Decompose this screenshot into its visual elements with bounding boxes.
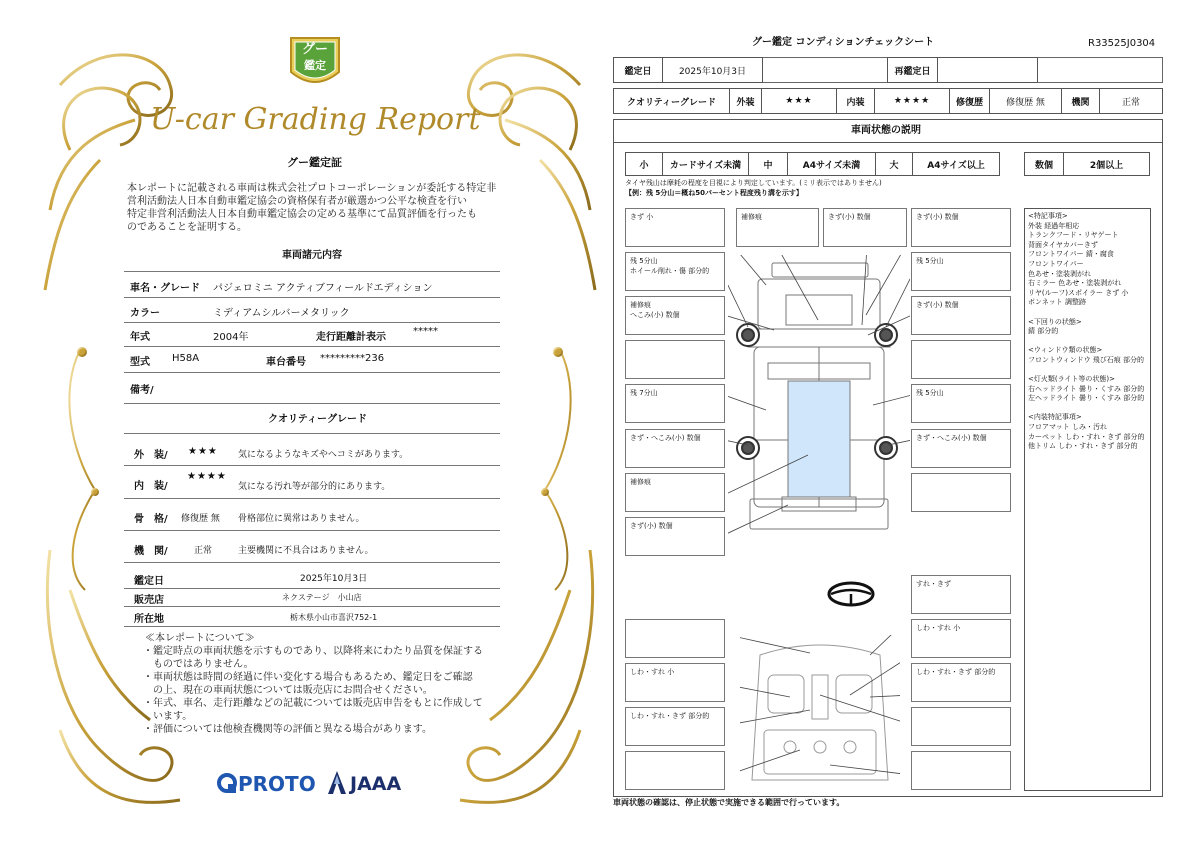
condition-box-top-1: 補修痕 xyxy=(736,208,819,247)
condition-box-right-5: 残 5分山 xyxy=(911,384,1011,423)
interior-car-diagram xyxy=(740,635,900,785)
model-value: H58A xyxy=(172,353,200,364)
grade-engine-desc: 主要機関に不具合はありません。 xyxy=(238,546,374,556)
tire-note: タイヤ残山は摩耗の程度を目視により判定しています。(ミリ表示ではありません) xyxy=(625,179,882,187)
condition-box-left-2: 残 5分山 ホイール削れ・傷 部分的 xyxy=(625,252,725,291)
interior-box-right-1: すれ・きず xyxy=(911,575,1011,614)
remarks-line: フロントワイパー 錆・腐食 xyxy=(1028,250,1114,259)
sheet-date-label: 鑑定日 xyxy=(613,57,663,83)
remarks-line xyxy=(1028,337,1147,347)
divider xyxy=(124,588,500,589)
redate-label: 再鑑定日 xyxy=(887,57,938,83)
legend-small: 小 xyxy=(625,152,663,176)
badge-line1: グー xyxy=(301,42,328,57)
notes-line-4: ・車両状態は時間の経過に伴い変化する場合もあるため、鑑定日をご確認 xyxy=(143,672,473,683)
remarks-line: 背面タイヤカバーきず xyxy=(1028,240,1098,249)
divider xyxy=(613,142,1163,143)
specs-title: 車両諸元内容 xyxy=(282,250,342,261)
legend-large-desc: A4サイズ以上 xyxy=(912,152,1000,176)
intro-line-2: 営利活動法人日本自動車鑑定協会の資格保有者が厳選かつ公平な検査を行い xyxy=(127,196,467,207)
remarks-line: <内装特記事項> xyxy=(1028,413,1082,422)
condition-box-right-6: きず・へこみ(小) 数個 xyxy=(911,429,1011,468)
proto-logo-icon xyxy=(216,772,238,794)
notes-line-2: ・鑑定時点の車両状態を示すものであり、以降将来にわたり品質を保証する xyxy=(143,646,483,657)
int-value: ★★★★ xyxy=(874,88,950,114)
exterior-car-diagram xyxy=(728,255,910,540)
legend-small-desc: カードサイズ未満 xyxy=(662,152,749,176)
remarks-panel xyxy=(1024,208,1151,791)
intro-line-3: 特定非営利活動法人日本自動車鑑定協会の定める基準にて品質評価を行ったも xyxy=(127,209,477,220)
script-title: U-car Grading Report xyxy=(150,102,481,137)
legend-count-desc: 2個以上 xyxy=(1063,152,1150,176)
remarks-line: カーペット しわ・すれ・きず 部分的 xyxy=(1028,432,1145,441)
condition-box-right-3: きず(小) 数個 xyxy=(911,296,1011,335)
mileage-label: 走行距離計表示 xyxy=(316,332,386,343)
sheet-title: グー鑑定 コンディションチェックシート xyxy=(752,37,935,48)
condition-box-left-8: きず(小) 数個 xyxy=(625,517,725,556)
engine-label: 機関 xyxy=(1061,88,1100,114)
divider xyxy=(124,606,500,607)
condition-box-left-4 xyxy=(625,340,725,379)
grade-exterior-label: 外 装/ xyxy=(134,450,168,461)
remarks-line: <特記事項> xyxy=(1028,212,1068,220)
remarks-line: 外装 経過年相応 xyxy=(1028,221,1080,230)
address-value: 栃木県小山市喜沢752-1 xyxy=(290,613,378,622)
section-title: 車両状態の説明 xyxy=(851,125,921,136)
remarks-line: フロントウィンドウ 飛び石痕 部分的 xyxy=(1028,355,1145,364)
interior-box-right-5 xyxy=(911,751,1011,790)
tire-example: 【例：残 5分山＝概ね50パーセント程度残り溝を示す】 xyxy=(625,189,803,197)
date-value: 2025年10月3日 xyxy=(300,574,368,584)
badge-line2: 鑑定 xyxy=(304,59,326,72)
name-value: パジェロミニ アクティブフィールドエディション xyxy=(213,283,433,294)
grade-frame-label: 骨 格/ xyxy=(134,514,168,525)
grade-interior-value: ★★★★ xyxy=(187,471,227,482)
notes-line-1: ≪本レポートについて≫ xyxy=(145,633,255,644)
jaaa-logo-icon xyxy=(327,770,347,796)
remarks-line: 右ヘッドライト 曇り・くすみ 部分的 xyxy=(1028,384,1145,393)
remarks-line: フロアマット しみ・汚れ xyxy=(1028,423,1107,432)
mileage-value: ***** xyxy=(413,326,438,337)
divider xyxy=(124,465,500,466)
divider xyxy=(124,562,500,563)
divider xyxy=(124,403,500,404)
condition-box-left-6: きず・へこみ(小) 数個 xyxy=(625,429,725,468)
condition-box-left-7: 補修痕 xyxy=(625,473,725,512)
remarks-line: トランクフード・リヤゲート xyxy=(1028,231,1119,240)
certificate-heading: グー鑑定証 xyxy=(287,156,342,169)
color-label: カラー xyxy=(130,308,160,319)
interior-box-right-4 xyxy=(911,707,1011,746)
grade-interior-desc: 気になる汚れ等が部分的にあります。 xyxy=(238,482,391,492)
chassis-value: *********236 xyxy=(320,353,385,364)
interior-box-right-2: しわ・すれ 小 xyxy=(911,619,1011,658)
notes-line-3: ものではありません。 xyxy=(143,659,254,670)
notes-line-6: ・年式、車名、走行距離などの記載については販売店申告をもとに作成して xyxy=(143,698,483,709)
remarks-line: フロントワイパー xyxy=(1028,259,1084,268)
grade-exterior-value: ★★★ xyxy=(188,446,218,457)
interior-box-left-3: しわ・すれ・きず 部分的 xyxy=(625,707,725,746)
interior-box-left-4 xyxy=(625,751,725,790)
grade-engine-value: 正常 xyxy=(194,546,213,556)
divider xyxy=(124,271,500,272)
divider xyxy=(124,322,500,323)
grade-interior-label: 内 装/ xyxy=(134,481,168,492)
address-label: 所在地 xyxy=(134,614,164,625)
color-value: ミディアムシルバーメタリック xyxy=(213,308,350,319)
remarks-line xyxy=(1028,308,1147,318)
condition-box-left-5: 残 7分山 xyxy=(625,384,725,423)
shop-value: ネクステージ 小山店 xyxy=(282,593,362,602)
year-label: 年式 xyxy=(130,332,150,343)
notes-line-5: の上、現在の車両状態については販売店にお問合せください。 xyxy=(143,685,433,696)
remarks-line: ボンネット 調整跡 xyxy=(1028,298,1087,307)
remarks-line: <灯火類(ライト等の状態)> xyxy=(1028,375,1115,384)
interior-box-left-1 xyxy=(625,619,725,658)
grade-frame-desc: 骨格部位に異常はありません。 xyxy=(238,514,365,524)
repair-value: 修復歴 無 xyxy=(989,88,1062,114)
divider xyxy=(124,433,500,434)
grade-exterior-desc: 気になるようなキズやヘコミがあります。 xyxy=(238,450,409,460)
remarks-line: リヤ(ルーフ)スポイラー きず 小 xyxy=(1028,288,1129,297)
ext-label: 外装 xyxy=(729,88,762,114)
condition-box-right-2: 残 5分山 xyxy=(911,252,1011,291)
proto-logo-text: PROTO xyxy=(238,772,316,796)
ext-value: ★★★ xyxy=(761,88,837,114)
report-id: R33525J0304 xyxy=(1088,38,1156,49)
repair-label: 修復歴 xyxy=(949,88,990,114)
remarks-line: <下回りの状態> xyxy=(1028,317,1082,326)
engine-value: 正常 xyxy=(1099,88,1163,114)
condition-box-right-1: きず(小) 数個 xyxy=(911,208,1011,247)
remarks-line: <ウィンドウ類の状態> xyxy=(1028,346,1103,355)
intro-line-1: 本レポートに記載される車両は株式会社プロトコーポレーションが委託する特定非 xyxy=(127,183,497,194)
notes-line-8: ・評価については他検査機関等の評価と異なる場合があります。 xyxy=(143,724,432,735)
remarks-label: 備考/ xyxy=(130,385,154,396)
quality-title: クオリティーグレード xyxy=(268,414,367,425)
legend-count: 数個 xyxy=(1024,152,1064,176)
shop-label: 販売店 xyxy=(134,595,164,606)
remarks-line xyxy=(1028,366,1147,376)
sheet-footer: 車両状態の確認は、停止状態で実施できる範囲で行っています。 xyxy=(613,798,845,807)
remarks-line: 錆 部分的 xyxy=(1028,327,1059,336)
chassis-label: 車台番号 xyxy=(266,357,306,368)
jaaa-logo-text: JAAA xyxy=(350,773,402,795)
divider xyxy=(124,530,500,531)
year-value: 2004年 xyxy=(213,332,249,343)
divider xyxy=(124,498,500,499)
condition-box-top-2: きず(小) 数個 xyxy=(823,208,907,247)
legend-mid: 中 xyxy=(748,152,788,176)
legend-mid-desc: A4サイズ未満 xyxy=(787,152,876,176)
divider xyxy=(124,372,500,373)
int-label: 内装 xyxy=(836,88,875,114)
remarks-list xyxy=(1025,209,1150,455)
grade-frame-value: 修復歴 無 xyxy=(181,514,220,524)
redate-value xyxy=(937,57,1038,83)
legend-large: 大 xyxy=(875,152,913,176)
remarks-line: 右ミラー 色あせ・塗装剥がれ xyxy=(1028,279,1122,288)
intro-line-4: のであることを証明する。 xyxy=(127,222,247,233)
condition-box-left-1: きず 小 xyxy=(625,208,725,247)
condition-box-right-7 xyxy=(911,473,1011,512)
divider xyxy=(124,626,500,627)
date-label: 鑑定日 xyxy=(134,576,164,587)
interior-box-left-2: しわ・すれ 小 xyxy=(625,663,725,702)
condition-box-right-4 xyxy=(911,340,1011,379)
sheet-date-value: 2025年10月3日 xyxy=(662,57,763,83)
steering-wheel-icon xyxy=(826,580,876,608)
grade-engine-label: 機 関/ xyxy=(134,546,168,557)
goo-appraisal-badge xyxy=(287,30,343,92)
notes-line-7: います。 xyxy=(143,711,193,722)
remarks-line: 他トリム しわ・すれ・きず 部分的 xyxy=(1028,442,1138,451)
name-label: 車名・グレード xyxy=(130,283,200,294)
qg-label: クオリティーグレード xyxy=(613,88,730,114)
model-label: 型式 xyxy=(130,357,150,368)
remarks-line: 色あせ・塗装剥がれ xyxy=(1028,269,1091,278)
interior-box-right-3: しわ・すれ・きず 部分的 xyxy=(911,663,1011,702)
divider xyxy=(124,297,500,298)
remarks-line: 左ヘッドライト 曇り・くすみ 部分的 xyxy=(1028,394,1145,403)
condition-box-left-3: 補修痕 へこみ(小) 数個 xyxy=(625,296,725,335)
divider xyxy=(124,346,500,347)
